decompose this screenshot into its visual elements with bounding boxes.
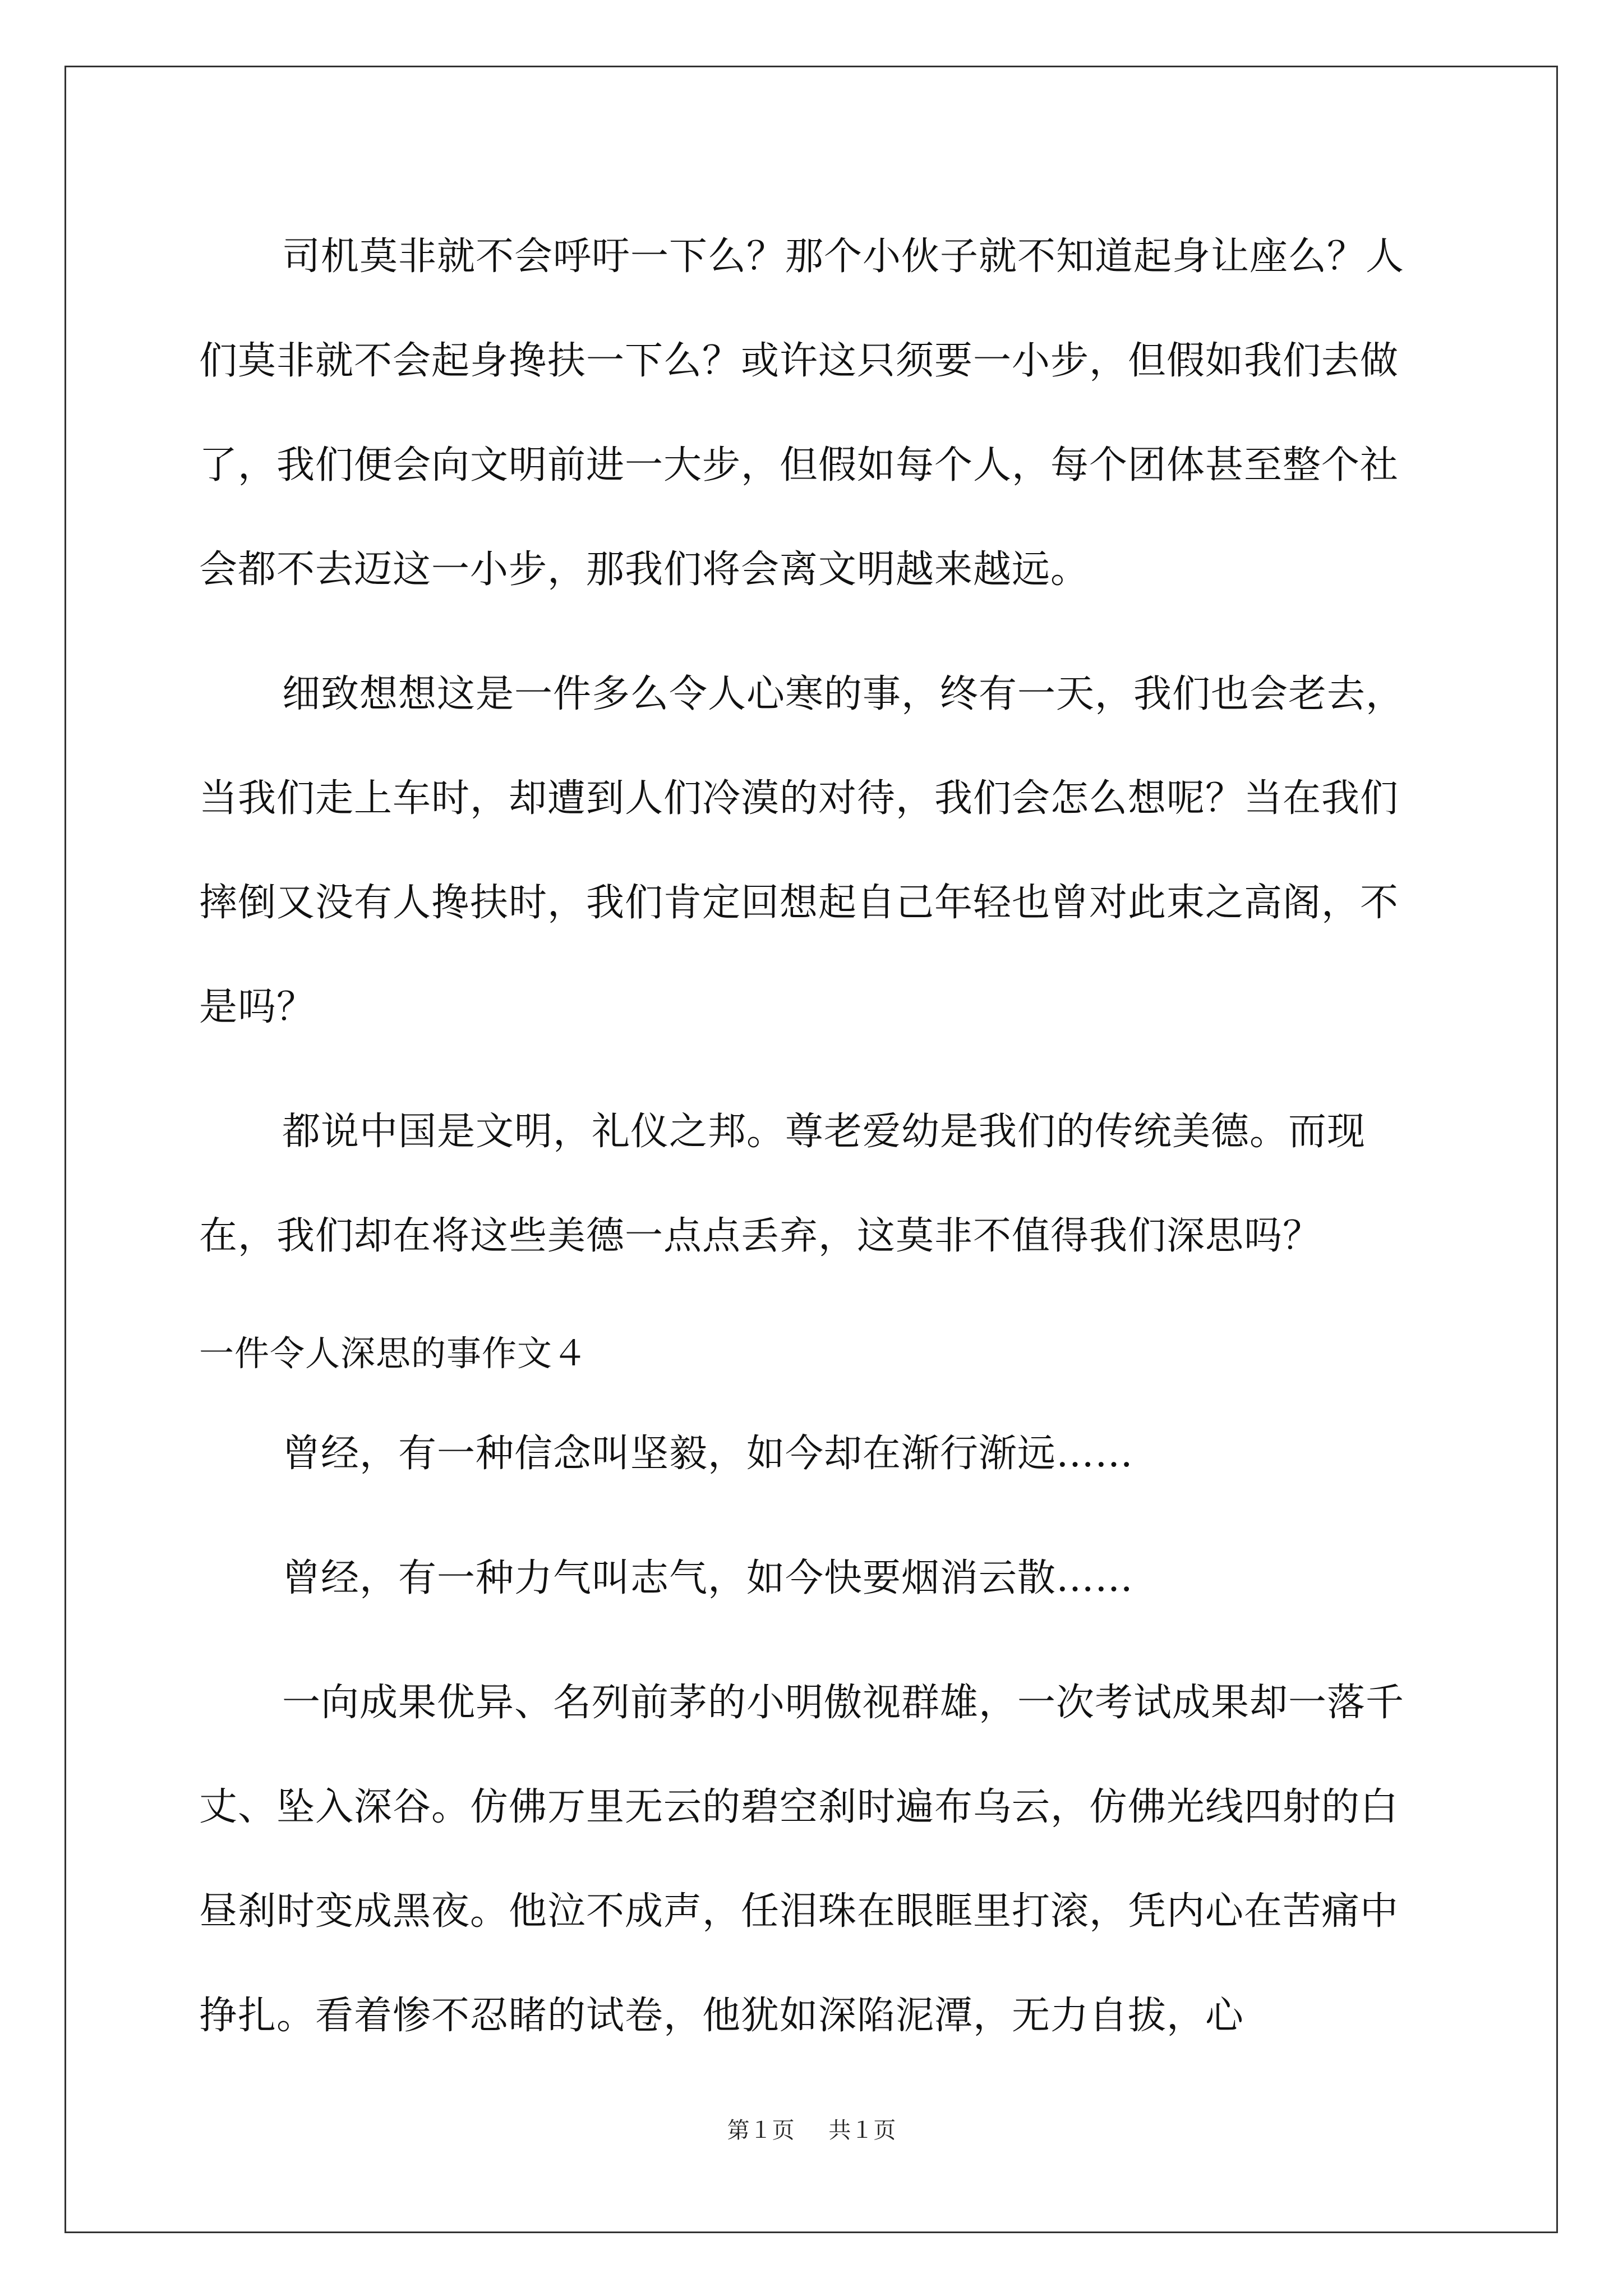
paragraph: 都说中国是文明，礼仪之邦。尊老爱幼是我们的传统美德。而现在，我们却在将这些美德一点点丢弃，这莫非不值得我们深思吗？	[199, 1110, 1366, 1258]
section-heading: 一件令人深思的事作文４	[199, 1333, 588, 1374]
document-body	[199, 205, 1433, 2088]
paragraph: 曾经，有一种信念叫坚毅，如今却在渐行渐远……	[282, 1432, 1134, 1476]
paragraph: 司机莫非就不会呼吁一下么？那个小伙子就不知道起身让座么？人们莫非就不会起身搀扶一下么？或许这只须要一小步，但假如我们去做了，我们便会向文明前进一大步，但假如每个人，每个团体甚至整个社会都不去迈这一小步，那我们将会离文明越来越远。	[199, 234, 1405, 592]
page-footer	[0, 2114, 1623, 2147]
paragraph: 一向成果优异、名列前茅的小明傲视群雄，一次考试成果却一落千丈、坠入深谷。仿佛万里无云的碧空刹时遍布乌云，仿佛光线四射的白昼刹时变成黑夜。他泣不成声，任泪珠在眼眶里打滚，凭内心在苦痛中挣扎。看着惨不忍睹的试卷，他犹如深陷泥潭，无力自拔，心	[199, 1681, 1405, 2038]
paragraph: 曾经，有一种力气叫志气，如今快要烟消云散……	[282, 1556, 1134, 1600]
paragraph: 细致想想这是一件多么令人心寒的事，终有一天，我们也会老去，当我们走上车时，却遭到人们冷漠的对待，我们会怎么想呢？当在我们摔倒又没有人搀扶时，我们肯定回想起自己年轻也曾对此束之高阁，不是吗？	[199, 672, 1405, 1029]
page-number: 第１页	[727, 2118, 795, 2143]
page-total: 共１页	[828, 2118, 896, 2143]
